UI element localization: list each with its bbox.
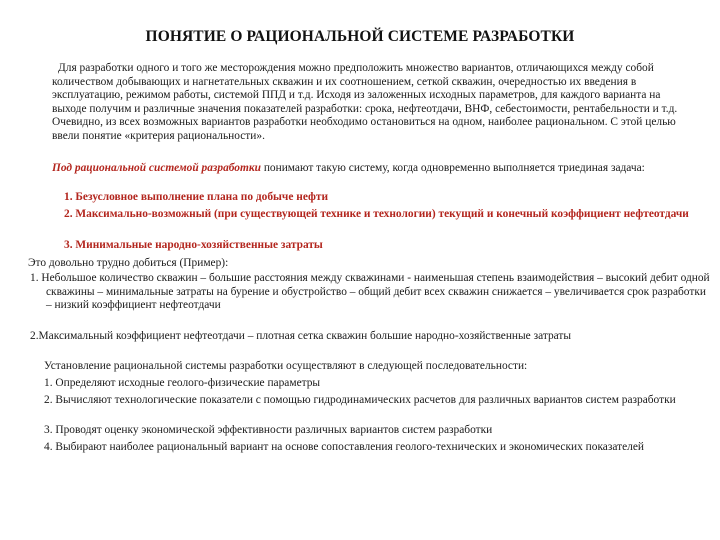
page-title: ПОНЯТИЕ О РАЦИОНАЛЬНОЙ СИСТЕМЕ РАЗРАБОТКИ [145, 28, 575, 45]
steps-intro: Установление рациональной системы разработки осуществляют в следующей последовательности: [44, 360, 528, 372]
task-item-3: 3. Минимальные народно-хозяйственные затраты [64, 239, 323, 251]
step-item-4: 4. Выбирают наиболее рациональный вариант на основе сопоставления геолого-технических и экономических показателей [44, 441, 644, 453]
intro-paragraph: Для разработки одного и того же месторождения можно предположить множество вариантов, отличающихся между собой количеством добывающих и нагнетательных скважин и их соотношением, сеткой скважин, очередностью их введения в эксплуатацию, режимом работы, системой ППД и т.д. Исходя из заложенных исходных параметров, для каждого варианта на выходе получим и различные значения показателей разработки: срока, нефтеотдачи, ВНФ, себестоимости, рентабельности и т.д. Очевидно, из всех возможных вариантов разработки необходимо остановиться на одном, наиболее рациональном. С этой целью ввели понятие «критерия рациональности». [52, 62, 678, 142]
definition-paragraph [52, 162, 692, 176]
task-item-1: 1. Безусловное выполнение плана по добыче нефти [64, 191, 329, 203]
definition-text: понимают такую систему, когда одновременно выполняется триединая задача: [260, 162, 645, 174]
example-item-1: 1. Небольшое количество скважин – большие расстояния между скважинами - наименьшая степень взаимодействия – высокий дебит одной скважины – минимальные затраты на бурение и обустройство – общий дебит всех скважин снижается – увеличивается срок разработки – низкий коэффициент нефтеотдачи [30, 272, 710, 312]
step-item-3: 3. Проводят оценку экономической эффективности различных вариантов систем разработки [44, 424, 493, 436]
step-item-2: 2. Вычисляют технологические показатели с помощью гидродинамических расчетов для различных вариантов систем разработки [44, 394, 676, 406]
step-item-1: 1. Определяют исходные геолого-физические параметры [44, 377, 321, 389]
example-item-2: 2.Максимальный коэффициент нефтеотдачи – плотная сетка скважин большие народно-хозяйственные затраты [30, 330, 572, 342]
example-intro: Это довольно трудно добиться (Пример): [28, 257, 229, 269]
definition-term: Под рациональной системой разработки [52, 162, 261, 174]
task-item-2: 2. Максимально-возможный (при существующей технике и технологии) текущий и конечный коэффициент нефтеотдачи [64, 208, 689, 220]
